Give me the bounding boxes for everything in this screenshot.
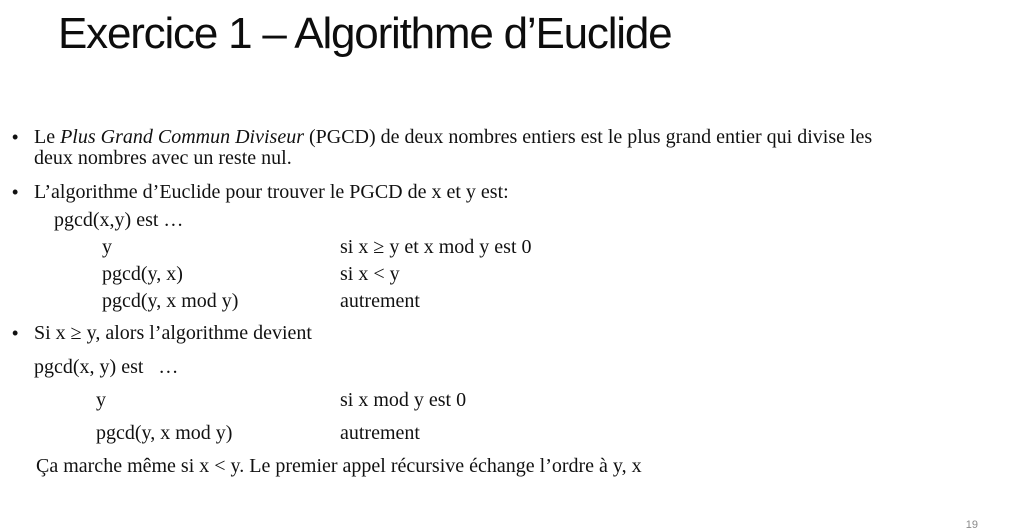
bullet-3-case-2-expr: pgcd(y, x mod y) bbox=[96, 422, 233, 444]
bullet-2-case-2-expr: pgcd(y, x) bbox=[102, 263, 183, 285]
bullet-2-case-1-cond: si x ≥ y et x mod y est 0 bbox=[340, 236, 532, 258]
bullet-2-header: pgcd(x,y) est … bbox=[54, 209, 184, 231]
bullet-3-note: Ça marche même si x < y. Le premier appel récursive échange l’ordre à y, x bbox=[36, 455, 642, 477]
page-number: 19 bbox=[965, 519, 978, 531]
bullet-2-case-2-cond: si x < y bbox=[340, 263, 400, 285]
bullet-3-dot: • bbox=[12, 323, 19, 343]
bullet-1-dot: • bbox=[12, 127, 19, 147]
bullet-3-header: pgcd(x, y) est … bbox=[34, 356, 179, 378]
bullet-1-italic-term: Plus Grand Commun Diviseur bbox=[60, 126, 304, 148]
bullet-2-dot: • bbox=[12, 182, 19, 202]
bullet-2-case-3-expr: pgcd(y, x mod y) bbox=[102, 290, 239, 312]
bullet-2-case-3-cond: autrement bbox=[340, 290, 420, 312]
slide-title: Exercice 1 – Algorithme d’Euclide bbox=[58, 9, 672, 58]
bullet-2-text: L’algorithme d’Euclide pour trouver le PGCD de x et y est: bbox=[34, 181, 509, 203]
bullet-2-case-1-expr: y bbox=[102, 236, 112, 258]
bullet-1-line-2: deux nombres avec un reste nul. bbox=[34, 147, 292, 169]
bullet-3-text: Si x ≥ y, alors l’algorithme devient bbox=[34, 322, 312, 344]
bullet-1-prefix: Le bbox=[34, 126, 61, 148]
bullet-1-suffix: (PGCD) de deux nombres entiers est le plus grand entier qui divise les bbox=[303, 126, 873, 148]
bullet-1-line-1 bbox=[34, 126, 872, 148]
bullet-3-case-1-cond: si x mod y est 0 bbox=[340, 389, 467, 411]
bullet-3-case-2-cond: autrement bbox=[340, 422, 420, 444]
bullet-3-case-1-expr: y bbox=[96, 389, 106, 411]
